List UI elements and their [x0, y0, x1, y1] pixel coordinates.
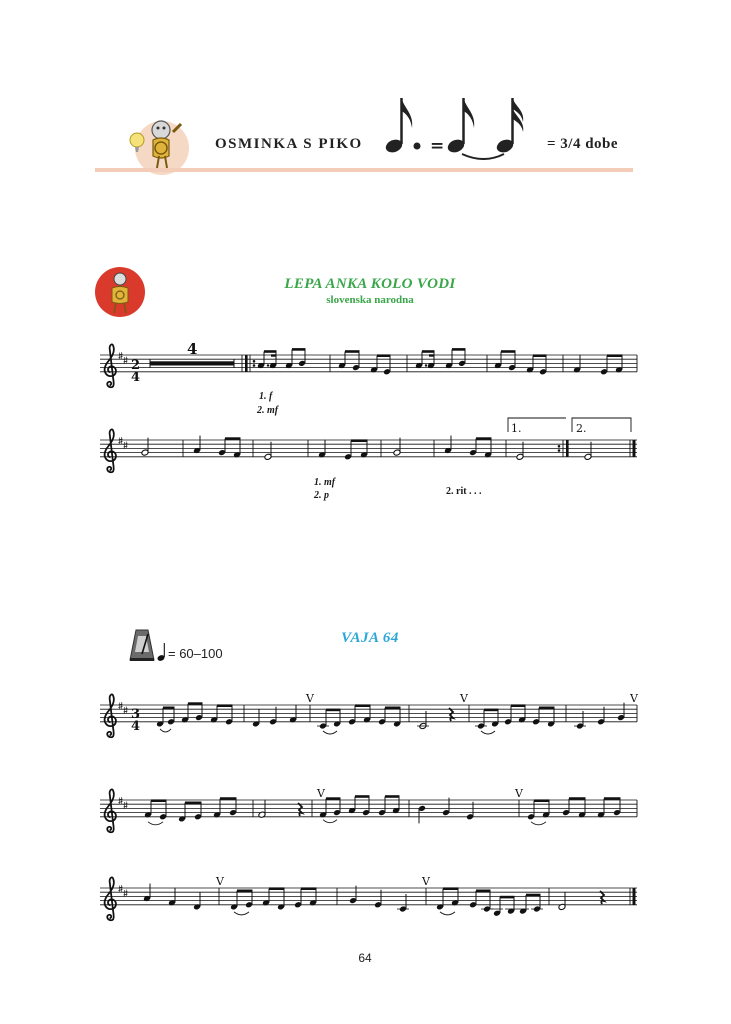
breath-mark: V	[630, 692, 638, 705]
breath-mark: V	[460, 692, 468, 705]
time-signature-bottom: 4	[131, 370, 141, 385]
key-signature-sharps	[119, 702, 128, 714]
section-title: OSMINKA S PIKO	[215, 136, 363, 152]
slur	[323, 731, 337, 734]
dot	[267, 364, 269, 366]
time-signature-top: 2	[131, 358, 141, 373]
treble-clef-icon	[105, 789, 116, 832]
final-barline	[633, 440, 636, 457]
slur	[531, 822, 546, 825]
treble-clef-icon	[105, 344, 116, 387]
song-title: LEPA ANKA KOLO VODI	[284, 276, 456, 292]
multirest-count: 4	[187, 340, 198, 358]
quarter-rest-icon	[449, 708, 453, 721]
metronome-icon	[128, 628, 156, 662]
slur	[160, 729, 171, 732]
key-signature-sharps	[119, 797, 128, 809]
dynamics-2: 2. mf	[257, 405, 279, 416]
breath-mark: V	[317, 787, 325, 800]
slur	[440, 912, 455, 915]
repeat-barline	[245, 355, 248, 372]
slur	[234, 912, 249, 915]
repeat-barline	[566, 440, 569, 457]
slur	[481, 731, 495, 734]
exercise-staff-3	[100, 877, 637, 920]
treble-clef-icon	[105, 429, 116, 472]
exercise-staff-1	[100, 694, 637, 737]
song-subtitle: slovenska narodna	[326, 294, 414, 306]
equation-sign: =	[430, 136, 445, 156]
key-signature-sharps	[119, 885, 128, 897]
quarter-rest-icon	[298, 803, 302, 816]
repeat-dot	[253, 364, 256, 367]
breath-mark: V	[216, 875, 224, 888]
repeat-dot	[253, 360, 256, 363]
treble-clef-icon	[105, 877, 116, 920]
multirest-bar	[150, 361, 234, 365]
exercise-time-top: 3	[131, 707, 141, 722]
key-signature-sharps	[119, 352, 128, 364]
dynamics-4: 2. p	[314, 490, 329, 501]
exercise-title: VAJA 64	[341, 630, 399, 646]
breath-mark: V	[306, 692, 314, 705]
dynamics-3: 1. mf	[314, 477, 336, 488]
volta-2-label: 2.	[576, 422, 587, 435]
quarter-rest-icon	[600, 891, 604, 904]
page-number: 64	[358, 951, 372, 965]
treble-clef-icon	[105, 694, 116, 737]
tempo-marking: = 60–100	[168, 646, 223, 661]
exercise-time-bottom: 4	[131, 719, 141, 734]
dynamics-1: 1. f	[259, 391, 273, 402]
song-staff-2	[100, 418, 637, 472]
slur	[148, 822, 163, 825]
repeat-dot	[558, 445, 561, 448]
final-barline	[633, 888, 636, 905]
dot	[425, 364, 427, 366]
ritardando: 2. rit . . .	[446, 486, 482, 497]
repeat-dot	[558, 449, 561, 452]
duration-value: = 3/4 dobe	[547, 136, 619, 152]
exercise-staff-2	[100, 789, 637, 832]
breath-mark: V	[515, 787, 523, 800]
quarter-note-icon	[157, 642, 167, 662]
song-staff-1	[100, 344, 637, 387]
breath-mark: V	[422, 875, 430, 888]
slur	[323, 820, 337, 823]
volta-1-label: 1.	[511, 422, 522, 435]
key-signature-sharps	[119, 437, 128, 449]
